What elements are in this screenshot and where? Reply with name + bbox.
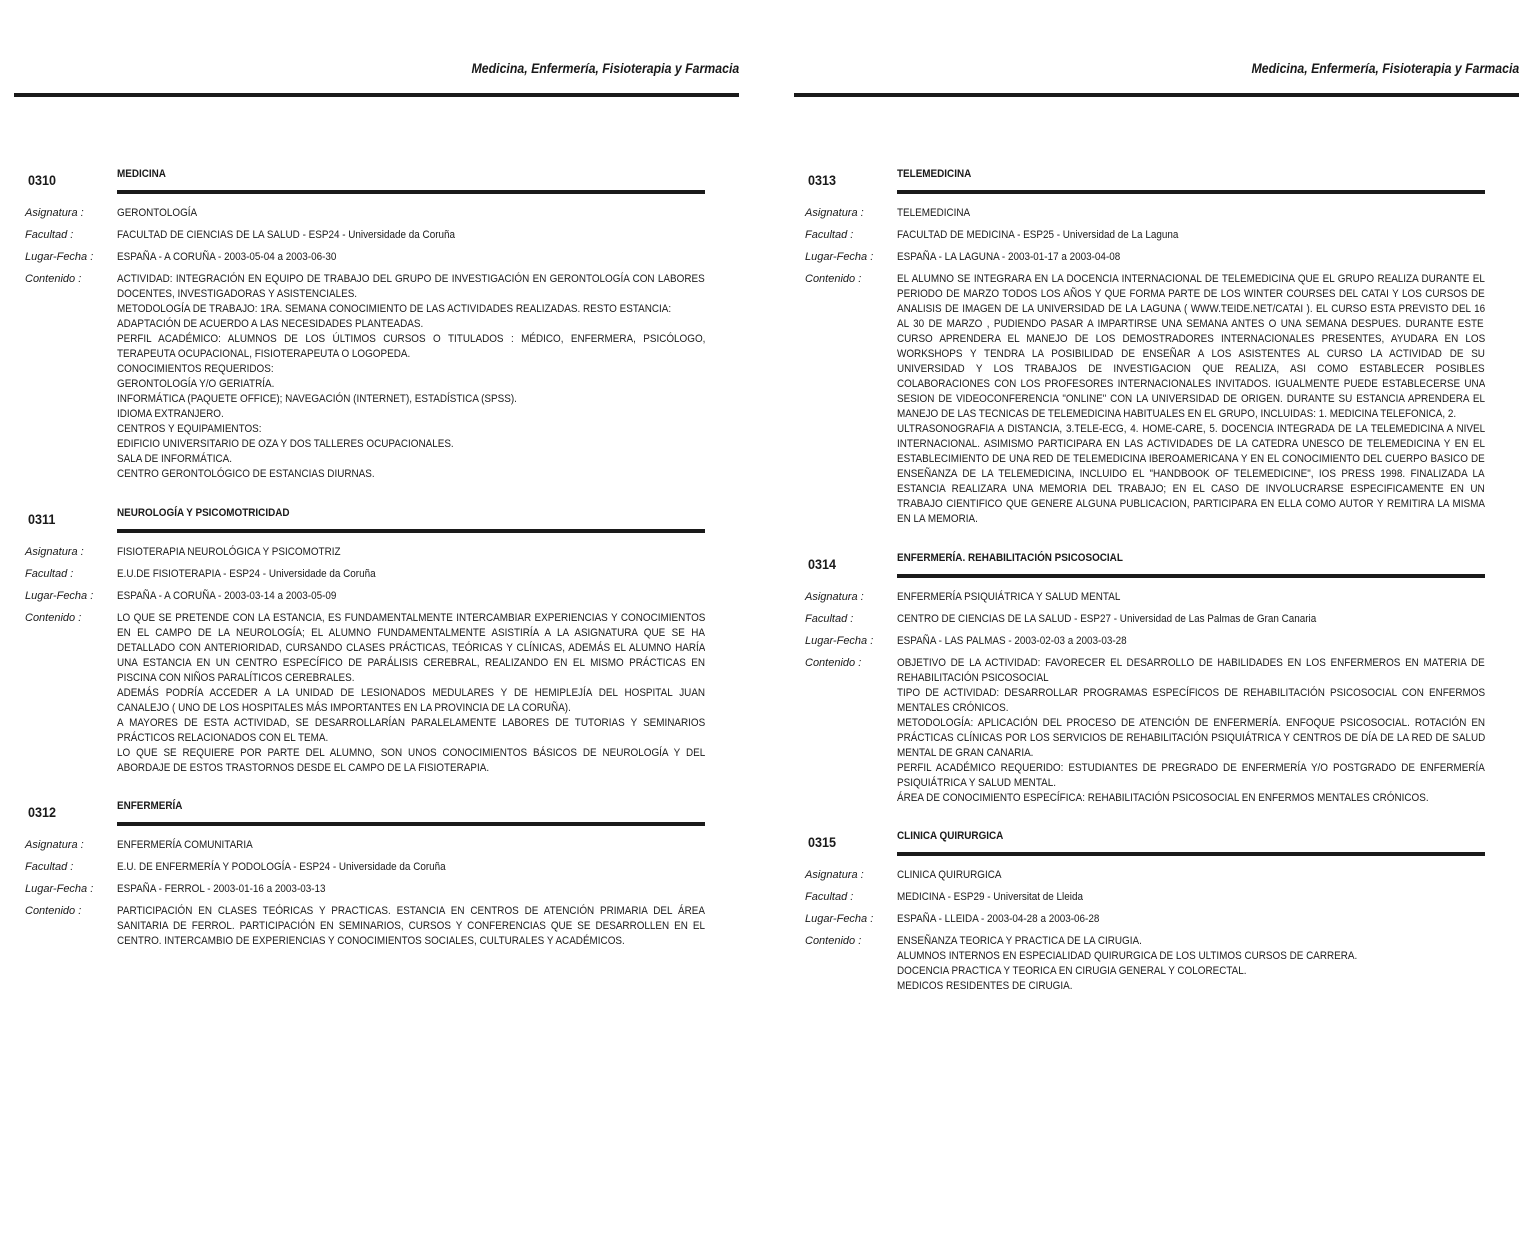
content-line: CENTRO GERONTOLÓGICO DE ESTANCIAS DIURNAS.	[117, 468, 375, 480]
field-label: Lugar-Fecha :	[25, 883, 94, 895]
content-line: PARTICIPACIÓN EN CLASES TEÓRICAS Y PRACTICAS. ESTANCIA EN CENTROS DE ATENCIÓN PRIMARIA DEL ÁREA	[117, 905, 705, 917]
content-line: ABORDAJE DE ESTOS TRASTORNOS DESDE EL CAMPO DE LA FISIOTERAPIA.	[117, 762, 490, 774]
record-fields	[794, 206, 1519, 535]
content-line: INFORMÁTICA (PAQUETE OFFICE); NAVEGACIÓN (INTERNET), ESTADÍSTICA (SPSS).	[117, 393, 517, 405]
content-line: IDIOMA EXTRANJERO.	[117, 408, 224, 420]
left-page	[14, 0, 754, 1238]
content-line: LO QUE SE PRETENDE CON LA ESTANCIA, ES FUNDAMENTALMENTE INTERCAMBIAR EXPERIENCIAS Y CONOCIMIENTOS	[117, 612, 705, 624]
content-line: OBJETIVO DE LA ACTIVIDAD: FAVORECER EL DESARROLLO DE HABILIDADES EN LOS ENFERMEROS EN MATERIA DE	[897, 657, 1485, 669]
field-label: Facultad :	[25, 568, 74, 580]
content-line: DETALLADO CON ANTERIORIDAD, CURSANDO CLASES PRÁCTICAS, TEÓRICAS Y CLÍNICAS, ADEMÁS EL ALUMNO HARÍA	[117, 642, 705, 654]
field-value: E.U. DE ENFERMERÍA Y PODOLOGÍA - ESP24 - Universidade da Coruña	[117, 861, 446, 873]
field-value: ESPAÑA - FERROL - 2003-01-16 a 2003-03-13	[117, 883, 326, 895]
content-line: EDIFICIO UNIVERSITARIO DE OZA Y DOS TALLERES OCUPACIONALES.	[117, 438, 454, 450]
content-line: ACTIVIDAD: INTEGRACIÓN EN EQUIPO DE TRABAJO DEL GRUPO DE INVESTIGACIÓN EN GERONTOLOGÍA CON LABORES	[117, 273, 705, 285]
record-fields	[794, 868, 1519, 1002]
field-label: Lugar-Fecha :	[25, 251, 94, 263]
running-head: Medicina, Enfermería, Fisioterapia y Farmacia	[471, 60, 739, 76]
asignatura-field	[794, 590, 1519, 604]
content-line: DOCENTES, INVESTIGADORAS Y ASISTENCIALES.	[117, 288, 358, 300]
field-label: Lugar-Fecha :	[805, 913, 874, 925]
contenido-text	[117, 904, 705, 949]
contenido-text	[897, 934, 1485, 994]
record-title: ENFERMERÍA	[117, 800, 183, 812]
lugar-fecha-field	[14, 882, 739, 896]
content-line: ADAPTACIÓN DE ACUERDO A LAS NECESIDADES PLANTEADAS.	[117, 318, 424, 330]
field-label: Asignatura :	[805, 869, 864, 881]
content-line: ESTABLECIMIENTO DE UNA RED DE TELEMEDICINA IBEROAMERICANA Y EN EL CONOCIMIENTO DEL CUERPO BASICO DE	[897, 453, 1485, 465]
contenido-field	[14, 904, 739, 949]
field-label: Asignatura :	[25, 839, 84, 851]
content-line: CURSO APRENDERA EL MANEJO DE LOS DEMOSTRADORES INTERNACIONALES PRESENTES, AYUDARA EN LOS	[897, 333, 1485, 345]
content-line: ADEMÁS PODRÍA ACCEDER A LA UNIDAD DE LESIONADOS MEDULARES Y DE HEMIPLEJÍA DEL HOSPITAL JUAN	[117, 687, 705, 699]
header-rule	[794, 93, 1519, 97]
content-line: METODOLOGÍA DE TRABAJO: 1RA. SEMANA CONOCIMIENTO DE LAS ACTIVIDADES REALIZADAS. RESTO ESTANCIA:	[117, 303, 672, 315]
asignatura-field	[14, 545, 739, 559]
record-number: 0315	[808, 834, 837, 850]
running-head: Medicina, Enfermería, Fisioterapia y Farmacia	[1251, 60, 1519, 76]
facultad-field	[794, 228, 1519, 242]
content-line: PISCINA CON NIÑOS PARALÍTICOS CEREBRALES.	[117, 672, 355, 684]
field-value: FACULTAD DE CIENCIAS DE LA SALUD - ESP24 - Universidade da Coruña	[117, 229, 456, 241]
content-line: ESTANCIA REALIZARA UNA MEMORIA DEL TRABAJO; EN EL CASO DE INVOLUCRARSE ESPECIFICAMENTE EN UN	[897, 483, 1485, 495]
content-line: LO QUE SE REQUIERE POR PARTE DEL ALUMNO, SON UNOS CONOCIMIENTOS BÁSICOS DE NEUROLOGÍA Y DEL	[117, 747, 705, 759]
content-line: EL ALUMNO SE INTEGRARA EN LA DOCENCIA INTERNACIONAL DE TELEMEDICINA QUE EL GRUPO REALIZA DURANTE EL	[897, 273, 1485, 285]
record-rule	[897, 852, 1485, 856]
field-label: Facultad :	[805, 613, 854, 625]
record-fields	[794, 590, 1519, 814]
record-rule	[117, 190, 705, 194]
record-title: TELEMEDICINA	[897, 168, 972, 180]
content-line: PSIQUIÁTRICA Y SALUD MENTAL.	[897, 777, 1057, 789]
field-label: Asignatura :	[25, 207, 84, 219]
asignatura-field	[794, 206, 1519, 220]
field-value: ENFERMERÍA COMUNITARIA	[117, 839, 253, 851]
contenido-text	[117, 611, 705, 776]
contenido-field	[794, 272, 1519, 527]
content-line: EN LA MEMORIA.	[897, 513, 978, 525]
field-value: ESPAÑA - LA LAGUNA - 2003-01-17 a 2003-04-08	[897, 251, 1121, 263]
record-number: 0312	[28, 804, 57, 820]
field-label: Contenido :	[25, 905, 82, 917]
field-value: TELEMEDICINA	[897, 207, 971, 219]
field-value: GERONTOLOGÍA	[117, 207, 198, 219]
record-number: 0313	[808, 172, 837, 188]
field-value: MEDICINA - ESP29 - Universitat de Lleida	[897, 891, 1083, 903]
contenido-text	[897, 272, 1485, 527]
facultad-field	[794, 890, 1519, 904]
content-line: ANALISIS DE IMAGEN DE LA UNIVERSIDAD DE LA LAGUNA ( WWW.TEIDE.NET/CATAI ). EL CURSO ESTA PREVISTO DEL 16	[897, 303, 1485, 315]
field-label: Facultad :	[805, 891, 854, 903]
content-line: CENTRO. INTERCAMBIO DE EXPERIENCIAS Y CONOCIMIENTOS SOCIALES, CULTURALES Y ACADÉMICOS.	[117, 935, 625, 947]
content-line: COLABORACIONES CON LOS PROFESORES INTERNACIONALES INVITADOS. IGUALMENTE PUEDE ESTABLECERSE UNA	[897, 378, 1485, 390]
field-label: Facultad :	[25, 861, 74, 873]
content-line: TIPO DE ACTIVIDAD: DESARROLLAR PROGRAMAS ESPECÍFICOS DE REHABILITACIÓN PSICOSOCIAL CON ENFERMOS	[897, 687, 1485, 699]
record-fields	[14, 838, 739, 957]
field-label: Asignatura :	[25, 546, 84, 558]
content-line: TRABAJO CIENTIFICO QUE GENERE ALGUNA PUBLICACION, PARTICIPARA EN ELLA COMO AUTOR Y REMITIRA LA MISMA	[897, 498, 1485, 510]
lugar-fecha-field	[794, 634, 1519, 648]
contenido-field	[14, 272, 739, 482]
content-line: TERAPEUTA OCUPACIONAL, FISIOTERAPEUTA O LOGOPEDA.	[117, 348, 411, 360]
lugar-fecha-field	[14, 589, 739, 603]
field-value: ESPAÑA - LLEIDA - 2003-04-28 a 2003-06-28	[897, 913, 1100, 925]
field-value: ESPAÑA - A CORUÑA - 2003-03-14 a 2003-05-09	[117, 590, 337, 602]
content-line: CONOCIMIENTOS REQUERIDOS:	[117, 363, 274, 375]
contenido-text	[117, 272, 705, 482]
content-line: MEDICOS RESIDENTES DE CIRUGIA.	[897, 980, 1073, 992]
field-value: ESPAÑA - LAS PALMAS - 2003-02-03 a 2003-03-28	[897, 635, 1127, 647]
field-value: E.U.DE FISIOTERAPIA - ESP24 - Universidade da Coruña	[117, 568, 376, 580]
field-label: Asignatura :	[805, 207, 864, 219]
content-line: AL 30 DE MARZO , PUDIENDO PASAR A IMPARTIRSE UNA SEMANA ANTES O UNA SEMANA DESPUES. DURANTE ESTE	[897, 318, 1484, 330]
content-line: ÁREA DE CONOCIMIENTO ESPECÍFICA: REHABILITACIÓN PSICOSOCIAL EN ENFERMOS MENTALES CRÓNICOS.	[897, 792, 1429, 804]
field-value: CENTRO DE CIENCIAS DE LA SALUD - ESP27 - Universidad de Las Palmas de Gran Canaria	[897, 613, 1317, 625]
content-line: METODOLOGÍA: APLICACIÓN DEL PROCESO DE ATENCIÓN DE ENFERMERÍA. ENFOQUE PSICOSOCIAL. ROTACIÓN EN	[897, 717, 1485, 729]
content-line: EN EL CAMPO DE LA NEUROLOGÍA; EL ALUMNO FUNDAMENTALMENTE ASISTIRÍA A LA ASIGNATURA QUE SE HA	[117, 627, 705, 639]
field-value: ENFERMERÍA PSIQUIÁTRICA Y SALUD MENTAL	[897, 591, 1121, 603]
content-line: MANEJO DE LAS TECNICAS DE TELEMEDICINA HABITUALES EN EL GRUPO, INCLUIDAS: 1. MEDICINA TELEFONICA, 2.	[897, 408, 1457, 420]
content-line: WORKSHOPS Y TENDRA LA POSIBILIDAD DE ENSEÑAR A LOS ASISTENTES AL CURSO LA ACTIVIDAD DE SU	[897, 348, 1485, 360]
facultad-field	[14, 860, 739, 874]
right-page	[794, 0, 1532, 1238]
record-rule	[897, 574, 1485, 578]
header-rule	[14, 93, 739, 97]
content-line: ENSEÑANZA DE LA TELEMEDICINA, INCLUIDO EL "HANDBOOK OF TELEMEDICINE", IOS PRESS 1998. FINALIZADA LA	[897, 468, 1485, 480]
field-label: Contenido :	[805, 273, 862, 285]
content-line: DOCENCIA PRACTICA Y TEORICA EN CIRUGIA GENERAL Y COLORECTAL.	[897, 965, 1247, 977]
record-rule	[897, 190, 1485, 194]
field-label: Contenido :	[25, 273, 82, 285]
asignatura-field	[794, 868, 1519, 882]
record-number: 0310	[28, 172, 57, 188]
contenido-text	[897, 656, 1485, 806]
field-label: Asignatura :	[805, 591, 864, 603]
field-value: FACULTAD DE MEDICINA - ESP25 - Universidad de La Laguna	[897, 229, 1179, 241]
contenido-field	[794, 934, 1519, 994]
content-line: ULTRASONOGRAFIA A DISTANCIA, 3.TELE-ECG, 4. HOME-CARE, 5. DOCENCIA INTEGRADA DE LA TELEMEDICINA A NIVEL	[897, 423, 1485, 435]
asignatura-field	[14, 838, 739, 852]
content-line: INTERNACIONAL. ASIMISMO PARTICIPARA EN LAS ACTIVIDADES DE LA CATEDRA UNESCO DE TELEMEDICINA Y EN EL	[897, 438, 1485, 450]
facultad-field	[14, 228, 739, 242]
field-label: Lugar-Fecha :	[805, 251, 874, 263]
facultad-field	[794, 612, 1519, 626]
record-fields	[14, 206, 739, 490]
content-line: MENTALES CRÓNICOS.	[897, 702, 1009, 714]
record-rule	[117, 822, 705, 826]
field-label: Facultad :	[25, 229, 74, 241]
content-line: SALA DE INFORMÁTICA.	[117, 453, 232, 465]
content-line: ENSEÑANZA TEORICA Y PRACTICA DE LA CIRUGIA.	[897, 935, 1142, 947]
content-line: UNIVERSIDAD Y LOS TRABAJOS DE INVESTIGACION QUE REALIZA, ASI COMO ESTABLECER POSIBLES	[897, 363, 1485, 375]
field-label: Contenido :	[805, 657, 862, 669]
field-label: Lugar-Fecha :	[25, 590, 94, 602]
content-line: UNA ESTANCIA EN UN CENTRO ESPECÍFICO DE PARÁLISIS CEREBRAL, REALIZANDO EN EL MISMO PRÁCTICAS EN	[117, 657, 705, 669]
field-label: Lugar-Fecha :	[805, 635, 874, 647]
content-line: SESION DE VIDEOCONFERENCIA "ONLINE" CON LA UNIVERSIDAD DE ORIGEN. DURANTE SU ESTANCIA APRENDERA EL	[897, 393, 1485, 405]
content-line: PERFIL ACADÉMICO: ALUMNOS DE LOS ÚLTIMOS CURSOS O TITULADOS : MÉDICO, ENFERMERA, PSICÓLOGO,	[117, 333, 705, 345]
record-number: 0311	[28, 511, 56, 527]
field-value: CLINICA QUIRURGICA	[897, 869, 1002, 881]
lugar-fecha-field	[794, 912, 1519, 926]
field-label: Contenido :	[25, 612, 82, 624]
record-title: NEUROLOGÍA Y PSICOMOTRICIDAD	[117, 507, 290, 519]
record-title: MEDICINA	[117, 168, 166, 180]
content-line: CENTROS Y EQUIPAMIENTOS:	[117, 423, 262, 435]
lugar-fecha-field	[794, 250, 1519, 264]
content-line: ALUMNOS INTERNOS EN ESPECIALIDAD QUIRURGICA DE LOS ULTIMOS CURSOS DE CARRERA.	[897, 950, 1358, 962]
contenido-field	[794, 656, 1519, 806]
content-line: CANALEJO ( UNO DE LOS HOSPITALES MÁS IMPORTANTES EN LA PROVINCIA DE LA CORUÑA).	[117, 702, 571, 714]
record-title: CLINICA QUIRURGICA	[897, 830, 1004, 842]
content-line: PERIODO DE MARZO TODOS LOS AÑOS Y QUE FORMA PARTE DE LOS WINTER COURSES DEL CATAI Y LOS CURSOS DE	[897, 288, 1485, 300]
asignatura-field	[14, 206, 739, 220]
content-line: SANITARIA DE FERROL. PARTICIPACIÓN EN SEMINARIOS, CURSOS Y CONFERENCIAS QUE SE DESARROLLEN EN EL	[117, 920, 705, 932]
field-label: Facultad :	[805, 229, 854, 241]
record-number: 0314	[808, 556, 837, 572]
content-line: MENTAL DE GRAN CANARIA.	[897, 747, 1034, 759]
content-line: PERFIL ACADÉMICO REQUERIDO: ESTUDIANTES DE PREGRADO DE ENFERMERÍA Y/O POSTGRADO DE ENFERMERÍA	[897, 762, 1485, 774]
record-fields	[14, 545, 739, 784]
record-title: ENFERMERÍA. REHABILITACIÓN PSICOSOCIAL	[897, 552, 1123, 564]
record-rule	[117, 529, 705, 533]
lugar-fecha-field	[14, 250, 739, 264]
content-line: GERONTOLOGÍA Y/O GERIATRÍA.	[117, 378, 275, 390]
field-value: ESPAÑA - A CORUÑA - 2003-05-04 a 2003-06-30	[117, 251, 337, 263]
content-line: A MAYORES DE ESTA ACTIVIDAD, SE DESARROLLARÍAN PARALELAMENTE LABORES DE TUTORIAS Y SEMINARIOS	[117, 717, 705, 729]
content-line: PRÁCTICAS CLÍNICAS POR LOS SERVICIOS DE REHABILITACIÓN PSIQUIÁTRICA Y CENTROS DE DÍA DE LA RED DE SALUD	[897, 732, 1485, 744]
contenido-field	[14, 611, 739, 776]
facultad-field	[14, 567, 739, 581]
content-line: REHABILITACIÓN PSICOSOCIAL	[897, 672, 1049, 684]
field-label: Contenido :	[805, 935, 862, 947]
content-line: PRÁCTICOS RELACIONADOS CON EL TEMA.	[117, 732, 329, 744]
field-value: FISIOTERAPIA NEUROLÓGICA Y PSICOMOTRIZ	[117, 546, 341, 558]
